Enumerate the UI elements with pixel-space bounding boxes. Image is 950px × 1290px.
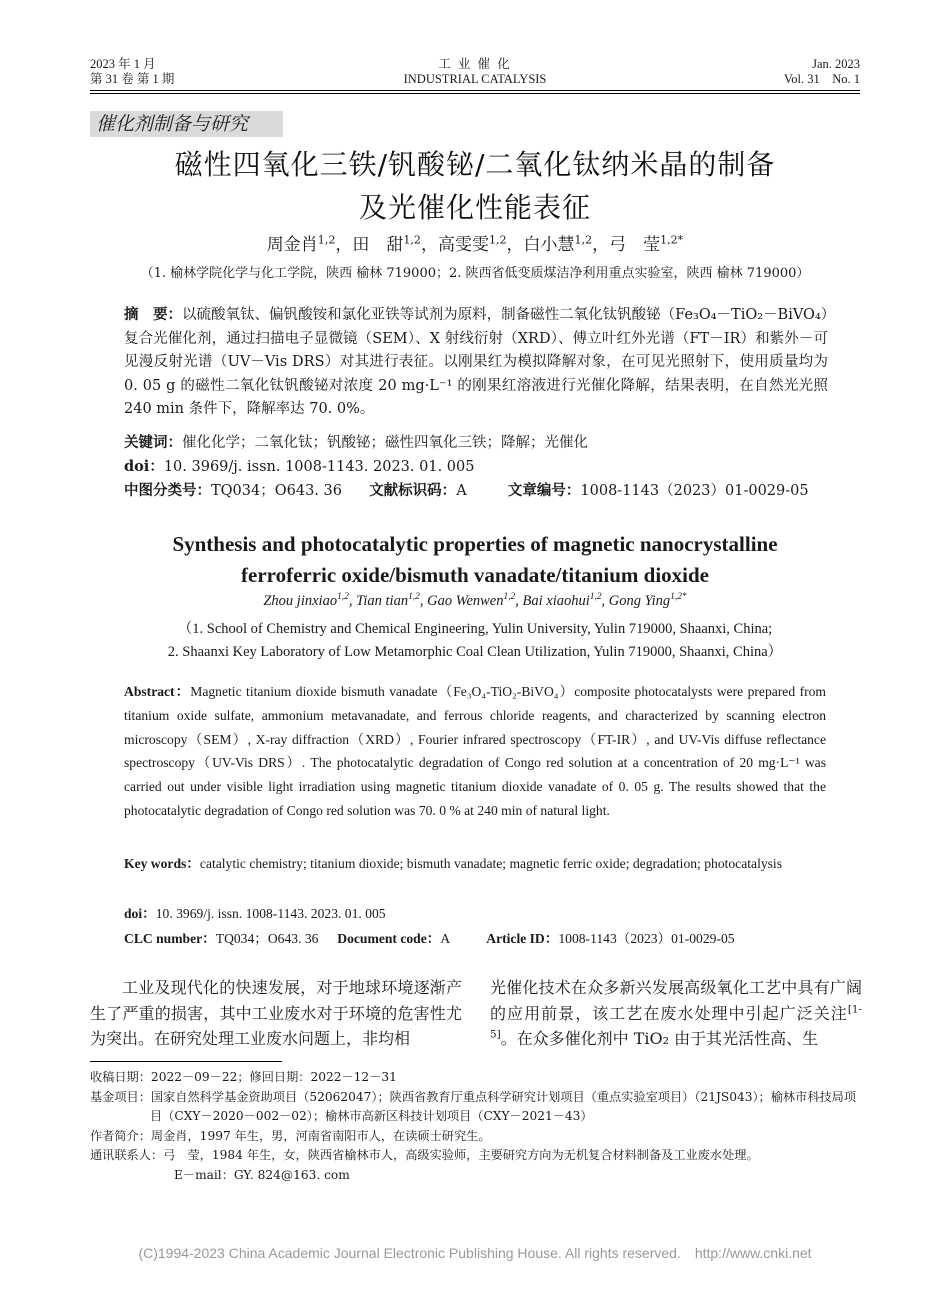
body-column-left: 工业及现代化的快速发展，对于地球环境逐渐产生了严重的损害，其中工业废水对于环境的危害性尤为突出。在研究处理工业废水问题上，非均相 [90,978,462,1048]
en-affiliation-line2: 2. Shaanxi Key Laboratory of Low Metamorphic Coal Clean Utilization, Yulin 719000, Shaanxi, China） [167,644,783,660]
cn-articleid-label: 文章编号： [507,482,581,499]
contact-note: 通讯联系人：弓 莹，1984 年生，女，陕西省榆林市人，高级实验师，主要研究方向为无机复合材料制备及工业废水处理。 [90,1148,759,1162]
en-abstract-label: Abstract： [124,684,191,699]
cn-author: 高雯雯 [437,235,489,255]
citation: [1-5] [490,1003,862,1041]
en-doccode-label: Document code： [337,931,441,946]
cn-abstract-text: 以硫酸氧钛、偏钒酸铵和氯化亚铁等试剂为原料，制备磁性二氧化钛钒酸铋（Fe₃O₄－TiO₂－BiVO₄）复合光催化剂，通过扫描电子显微镜（SEM）、X 射线衍射（XRD）、傅立叶红外光谱（FT－IR）和紫外－可见漫反射光谱（UV－Vis DRS）对其进行表征。以刚果红为模拟降解对象，在可见光照射下，使用质量均为 0. 05 g 的磁性二氧化钛钒酸铋对浓度 20 mg·L⁻¹ 的刚果红溶液进行光催化降解，结果表明，在自然光光照 240 min 条件下，降解率达 70. 0%。 [124,307,829,417]
en-keywords-text: catalytic chemistry; titanium dioxide; bismuth vanadate; magnetic ferric oxide; degradation; photocatalysis [199,856,782,871]
cn-doi-value: 10. 3969/j. issn. 1008-1143. 2023. 01. 005 [163,459,475,475]
en-author: Gao Wenwen [427,593,504,609]
cn-title-line2: 及光催化性能表征 [358,191,591,224]
cn-title-line1: 磁性四氧化三铁/钒酸铋/二氧化钛纳米晶的制备 [174,148,776,181]
fund-text: 国家自然科学基金资助项目（52062047）；陕西省教育厅重点科学研究计划项目（重点实验室项目）（21JS043）；榆林市科技局项目（CXY－2020－002－02）；榆林市高新区科技计划项目（CXY－2021－43） [150,1089,857,1123]
en-author: Zhou jinxiao [263,593,338,609]
en-title-line1: Synthesis and photocatalytic properties of magnetic nanocrystalline [172,532,778,556]
en-articleid-label: Article ID： [486,931,559,946]
en-abstract [124,680,826,823]
en-authors: Zhou jinxiao$^{1,2}$, Tian tian$^{1,2}$, Gao Wenwen$^{1,2}$, Bai xiaohui$^{1,2}$, Gong Ying$^{1,2*}$ [263,592,687,609]
cn-keywords [124,431,588,456]
en-title-line2: ferroferric oxide/bismuth vanadate/titanium dioxide [241,563,709,587]
cn-clc-label: 中图分类号： [124,482,211,499]
cn-authors: 周金肖$^{1,2}$，田 甜$^{1,2}$，高雯雯$^{1,2}$，白小慧$^{1,2}$，弓 莹$^{1,2*}$ [266,233,684,255]
journal-name-en: INDUSTRIAL CATALYSIS [403,72,547,86]
header-right [784,57,860,87]
en-abstract-text: Magnetic titanium dioxide bismuth vanadate（Fe₃O₄-TiO₂-BiVO₄）composite photocatalysts were prepared from titanium oxide sulfate, ammonium metavanadate, and ferrous chloride reagents, and characterized by scanning electron microscopy（SEM）, X-ray diffraction（XRD）, Fourier infrared spectroscopy（FT-IR）, and UV-Vis diffuse reflectance spectroscopy（UV-Vis DRS）. The photocatalytic degradation of Congo red solution at a concentration of 20 mg·L⁻¹ was carried out under visible light irradiation using magnetic titanium dioxide vanadate of 0. 05 g. The results showed that the photocatalytic degradation of Congo red solution was 70. 0 % at 240 min of natural light. [124,684,826,818]
en-classification [124,927,735,951]
cn-classification [124,479,809,504]
cn-author: 田 甜 [352,235,404,255]
cn-keywords-text: 催化化学；二氧化钛；钒酸铋；磁性四氧化三铁；降解；光催化 [182,435,588,451]
body-column-right [490,975,862,1052]
en-doi [124,902,386,926]
en-clc-label: CLC number： [124,931,216,946]
cn-doccode-value: A [456,483,467,499]
received-date: 收稿日期：2022－09－22；修回日期：2022－12－31 [90,1070,397,1084]
cn-clc-value: TQ034；O643. 36 [211,483,342,499]
copyright-line: (C)1994-2023 China Academic Journal Electronic Publishing House. All rights reserved. http://www.cnki.net [138,1245,812,1261]
email-note: E－mail：GY. 824@163. com [174,1167,350,1182]
header-date: 2023 年 1 月 [90,57,156,71]
body-right-text: 光催化技术在众多新兴发展高级氧化工艺中具有广阔的应用前景，该工艺在废水处理中引起广泛关注 [490,978,862,1023]
cn-author: 周金肖 [266,235,318,255]
footnote-rule [90,1061,282,1062]
en-keywords-label: Key words： [124,856,200,871]
cn-doccode-label: 文献标识码： [369,482,457,499]
en-doccode-value: A [440,931,450,946]
en-affiliation-line1: （1. School of Chemistry and Chemical Engineering, Yulin University, Yulin 719000, Shaanxi, China; [177,621,773,637]
cn-abstract [124,303,828,422]
author-sup: 1,2 [488,233,507,247]
section-tag: 催化剂制备与研究 [90,111,283,137]
footnotes [90,1068,862,1185]
cn-doi [124,455,474,480]
cn-articleid-value: 1008-1143（2023）01-0029-05 [580,483,809,499]
en-articleid-value: 1008-1143（2023）01-0029-05 [558,931,735,946]
author-sup: 1,2 [403,233,421,247]
author-sup: 1,2 [408,592,420,603]
fund-label: 基金项目： [90,1089,151,1104]
en-doi-label: doi： [124,906,156,921]
cn-author: 弓 莹 [609,235,661,255]
cn-author: 白小慧 [523,235,575,255]
author-intro: 作者简介：周金肖，1997 年生，男，河南省南阳市人，在读硕士研究生。 [90,1128,491,1143]
author-sup-corresponding: 1,2* [660,233,684,247]
en-clc-value: TQ034；O643. 36 [215,931,319,946]
author-sup: 1,2 [589,592,602,603]
header-date-en: Jan. 2023 [812,57,860,71]
header-rule-thin [90,93,860,94]
cn-affiliation: （1. 榆林学院化学与化工学院，陕西 榆林 719000；2. 陕西省低变质煤洁净利用重点实验室，陕西 榆林 719000） [140,266,810,281]
journal-name-cn: 工 业 催 化 [438,57,512,71]
author-sup: 1,2 [574,233,593,247]
en-author: Bai xiaohui [522,593,590,609]
cn-keywords-label: 关键词： [124,434,182,451]
en-author: Tian tian [356,593,409,609]
header-rule [90,90,860,91]
fund-note [90,1088,862,1127]
cn-abstract-label: 摘 要： [124,306,183,323]
author-sup-corresponding: 1,2* [670,592,687,603]
header-volume-en: Vol. 31 No. 1 [783,72,860,86]
en-author: Gong Ying [608,593,671,609]
cn-doi-label: doi： [124,458,164,475]
en-keywords [124,852,826,876]
author-sup: 1,2 [503,592,516,603]
author-sup: 1,2 [337,592,349,603]
body-right-text-cont: 。在众多催化剂中 TiO₂ 由于其光活性高、生 [500,1029,819,1048]
header-volume: 第 31 卷 第 1 期 [90,72,175,86]
author-sup: 1,2 [317,233,336,247]
en-doi-value: 10. 3969/j. issn. 1008-1143. 2023. 01. 005 [155,906,386,921]
